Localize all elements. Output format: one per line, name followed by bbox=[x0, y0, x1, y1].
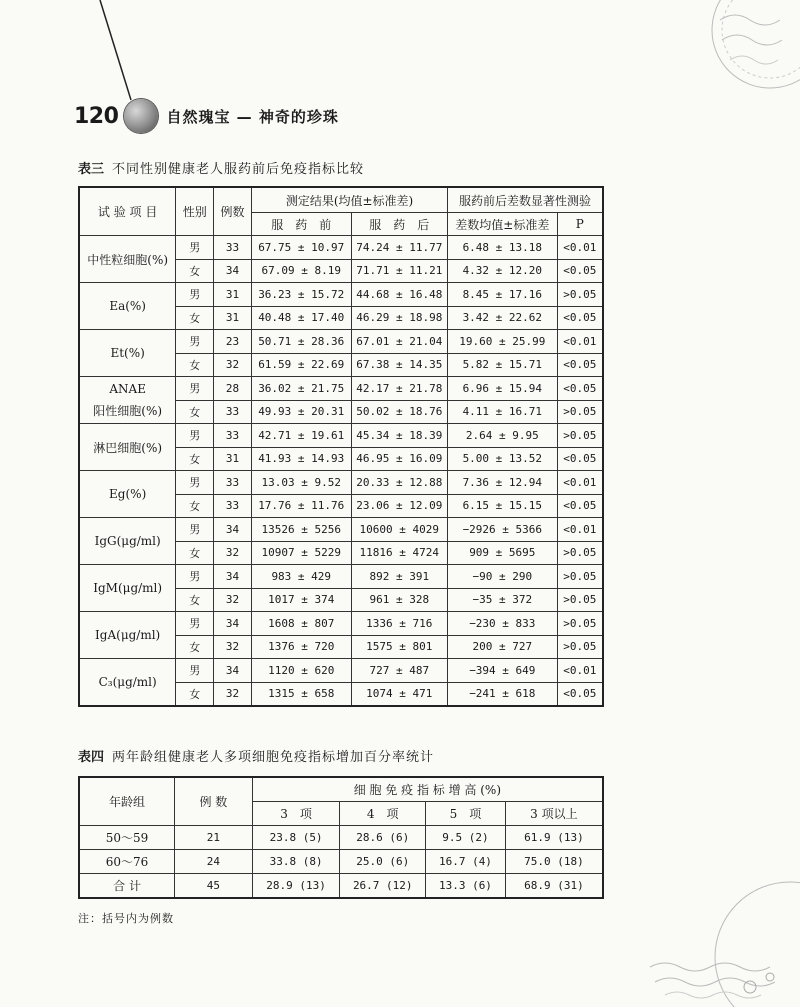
count-cell: 34 bbox=[214, 612, 252, 636]
after-cell: 11816 ± 4724 bbox=[351, 541, 448, 565]
page-number: 120 bbox=[74, 103, 119, 129]
three-plus-cell: 68.9 (31) bbox=[505, 874, 603, 899]
p-value-cell: <0.05 bbox=[557, 494, 603, 518]
test-item-label-line2: 阳性细胞(%) bbox=[93, 403, 163, 418]
sex-cell: 男 bbox=[176, 283, 214, 307]
before-cell: 1315 ± 658 bbox=[251, 682, 351, 706]
before-cell: 61.59 ± 22.69 bbox=[251, 353, 351, 377]
count-cell: 34 bbox=[214, 518, 252, 542]
sex-cell: 女 bbox=[176, 588, 214, 612]
header-count: 例数 bbox=[214, 187, 252, 236]
test-item-name bbox=[79, 330, 176, 377]
table-row bbox=[79, 236, 603, 260]
sex-cell: 男 bbox=[176, 565, 214, 589]
count-cell: 21 bbox=[175, 826, 253, 850]
before-cell: 41.93 ± 14.93 bbox=[251, 447, 351, 471]
header-5-items: 5 项 bbox=[426, 802, 506, 826]
header-mean-diff: 差数均值±标准差 bbox=[448, 213, 557, 236]
before-cell: 1017 ± 374 bbox=[251, 588, 351, 612]
test-item-label: Et(%) bbox=[110, 346, 145, 360]
before-cell: 67.09 ± 8.19 bbox=[251, 259, 351, 283]
before-cell: 49.93 ± 20.31 bbox=[251, 400, 351, 424]
five-items-cell: 9.5 (2) bbox=[426, 826, 506, 850]
before-cell: 36.23 ± 15.72 bbox=[251, 283, 351, 307]
sex-cell: 女 bbox=[176, 306, 214, 330]
table-row bbox=[79, 283, 603, 307]
after-cell: 1336 ± 716 bbox=[351, 612, 448, 636]
sex-cell: 男 bbox=[176, 518, 214, 542]
table-row bbox=[79, 850, 603, 874]
count-cell: 28 bbox=[214, 377, 252, 401]
sex-cell: 女 bbox=[176, 259, 214, 283]
count-cell: 31 bbox=[214, 306, 252, 330]
decorative-ornament-bottom bbox=[630, 837, 800, 1007]
test-item-name bbox=[79, 283, 176, 330]
sex-cell: 男 bbox=[176, 377, 214, 401]
before-cell: 13.03 ± 9.52 bbox=[251, 471, 351, 495]
after-cell: 44.68 ± 16.48 bbox=[351, 283, 448, 307]
count-cell: 31 bbox=[214, 283, 252, 307]
count-cell: 32 bbox=[214, 541, 252, 565]
sex-cell: 男 bbox=[176, 659, 214, 683]
five-items-cell: 16.7 (4) bbox=[426, 850, 506, 874]
test-item-label: IgM(μg/ml) bbox=[93, 581, 163, 595]
diff-cell: 200 ± 727 bbox=[448, 635, 557, 659]
after-cell: 71.71 ± 11.21 bbox=[351, 259, 448, 283]
sex-cell: 男 bbox=[176, 330, 214, 354]
table-row bbox=[79, 612, 603, 636]
after-cell: 23.06 ± 12.09 bbox=[351, 494, 448, 518]
p-value-cell: >0.05 bbox=[557, 541, 603, 565]
table3 bbox=[78, 186, 604, 707]
after-cell: 42.17 ± 21.78 bbox=[351, 377, 448, 401]
header-after: 服 药 后 bbox=[351, 213, 448, 236]
table3-title: 不同性别健康老人服药前后免疫指标比较 bbox=[112, 162, 365, 177]
diff-cell: 2.64 ± 9.95 bbox=[448, 424, 557, 448]
diff-cell: 5.82 ± 15.71 bbox=[448, 353, 557, 377]
count-cell: 32 bbox=[214, 635, 252, 659]
test-item-name bbox=[79, 659, 176, 707]
diff-cell: 6.48 ± 13.18 bbox=[448, 236, 557, 260]
before-cell: 1376 ± 720 bbox=[251, 635, 351, 659]
count-cell: 23 bbox=[214, 330, 252, 354]
after-cell: 10600 ± 4029 bbox=[351, 518, 448, 542]
diff-cell: 19.60 ± 25.99 bbox=[448, 330, 557, 354]
diff-cell: 8.45 ± 17.16 bbox=[448, 283, 557, 307]
count-cell: 32 bbox=[214, 682, 252, 706]
age-group-cell: 50～59 bbox=[79, 826, 175, 850]
before-cell: 67.75 ± 10.97 bbox=[251, 236, 351, 260]
sex-cell: 女 bbox=[176, 494, 214, 518]
count-cell: 32 bbox=[214, 353, 252, 377]
after-cell: 50.02 ± 18.76 bbox=[351, 400, 448, 424]
after-cell: 1575 ± 801 bbox=[351, 635, 448, 659]
header-case-count: 例 数 bbox=[175, 777, 253, 826]
age-group-cell: 60～76 bbox=[79, 850, 175, 874]
table-row bbox=[79, 565, 603, 589]
table-row bbox=[79, 826, 603, 850]
after-cell: 74.24 ± 11.77 bbox=[351, 236, 448, 260]
test-item-name bbox=[79, 565, 176, 612]
after-cell: 46.29 ± 18.98 bbox=[351, 306, 448, 330]
table4-title: 两年龄组健康老人多项细胞免疫指标增加百分率统计 bbox=[112, 750, 435, 765]
count-cell: 33 bbox=[214, 400, 252, 424]
after-cell: 20.33 ± 12.88 bbox=[351, 471, 448, 495]
p-value-cell: >0.05 bbox=[557, 283, 603, 307]
test-item-name bbox=[79, 518, 176, 565]
table-row bbox=[79, 330, 603, 354]
footnote: 注：括号内为例数 bbox=[78, 912, 174, 925]
after-cell: 1074 ± 471 bbox=[351, 682, 448, 706]
table-row bbox=[79, 424, 603, 448]
before-cell: 13526 ± 5256 bbox=[251, 518, 351, 542]
header-sex: 性别 bbox=[176, 187, 214, 236]
header-4-items: 4 项 bbox=[340, 802, 426, 826]
test-item-label: Ea(%) bbox=[109, 299, 146, 313]
three-items-cell: 33.8 (8) bbox=[252, 850, 340, 874]
four-items-cell: 28.6 (6) bbox=[340, 826, 426, 850]
test-item-name bbox=[79, 424, 176, 471]
p-value-cell: <0.01 bbox=[557, 236, 603, 260]
count-cell: 33 bbox=[214, 236, 252, 260]
p-value-cell: >0.05 bbox=[557, 588, 603, 612]
book-title: 自然瑰宝 — 神奇的珍珠 bbox=[166, 107, 339, 126]
after-cell: 67.01 ± 21.04 bbox=[351, 330, 448, 354]
p-value-cell: <0.01 bbox=[557, 518, 603, 542]
count-cell: 24 bbox=[175, 850, 253, 874]
before-cell: 10907 ± 5229 bbox=[251, 541, 351, 565]
sex-cell: 女 bbox=[176, 682, 214, 706]
diff-cell: −230 ± 833 bbox=[448, 612, 557, 636]
before-cell: 40.48 ± 17.40 bbox=[251, 306, 351, 330]
table4 bbox=[78, 776, 604, 899]
sex-cell: 女 bbox=[176, 353, 214, 377]
three-items-cell: 23.8 (5) bbox=[252, 826, 340, 850]
header-increase: 细 胞 免 疫 指 标 增 高 (%) bbox=[252, 777, 603, 802]
three-plus-cell: 75.0 (18) bbox=[505, 850, 603, 874]
header-before: 服 药 前 bbox=[251, 213, 351, 236]
test-item-name bbox=[79, 471, 176, 518]
header-item: 试 验 项 目 bbox=[79, 187, 176, 236]
before-cell: 50.71 ± 28.36 bbox=[251, 330, 351, 354]
before-cell: 983 ± 429 bbox=[251, 565, 351, 589]
p-value-cell: >0.05 bbox=[557, 612, 603, 636]
after-cell: 727 ± 487 bbox=[351, 659, 448, 683]
table4-tag: 表四 bbox=[78, 750, 105, 765]
p-value-cell: <0.05 bbox=[557, 447, 603, 471]
three-items-cell: 28.9 (13) bbox=[252, 874, 340, 899]
diff-cell: 5.00 ± 13.52 bbox=[448, 447, 557, 471]
header-p: P bbox=[557, 213, 603, 236]
count-cell: 32 bbox=[214, 588, 252, 612]
sex-cell: 男 bbox=[176, 471, 214, 495]
p-value-cell: <0.05 bbox=[557, 259, 603, 283]
three-plus-cell: 61.9 (13) bbox=[505, 826, 603, 850]
header-age-group: 年龄组 bbox=[79, 777, 175, 826]
sex-cell: 女 bbox=[176, 400, 214, 424]
count-cell: 34 bbox=[214, 259, 252, 283]
diff-cell: −90 ± 290 bbox=[448, 565, 557, 589]
header-3plus-items: 3 项以上 bbox=[505, 802, 603, 826]
age-group-cell: 合 计 bbox=[79, 874, 175, 899]
p-value-cell: <0.01 bbox=[557, 471, 603, 495]
table3-tag: 表三 bbox=[78, 162, 105, 177]
before-cell: 42.71 ± 19.61 bbox=[251, 424, 351, 448]
after-cell: 67.38 ± 14.35 bbox=[351, 353, 448, 377]
table4-caption bbox=[78, 746, 434, 765]
test-item-label: 淋巴细胞(%) bbox=[93, 440, 163, 455]
count-cell: 34 bbox=[214, 565, 252, 589]
diff-cell: 6.15 ± 15.15 bbox=[448, 494, 557, 518]
header-result: 测定结果(均值±标准差) bbox=[251, 187, 447, 213]
p-value-cell: <0.05 bbox=[557, 682, 603, 706]
test-item-label: C₃(μg/ml) bbox=[98, 675, 157, 689]
table-row bbox=[79, 518, 603, 542]
sex-cell: 女 bbox=[176, 447, 214, 471]
diff-cell: −394 ± 649 bbox=[448, 659, 557, 683]
four-items-cell: 25.0 (6) bbox=[340, 850, 426, 874]
count-cell: 45 bbox=[175, 874, 253, 899]
before-cell: 17.76 ± 11.76 bbox=[251, 494, 351, 518]
table3-caption bbox=[78, 158, 364, 177]
after-cell: 892 ± 391 bbox=[351, 565, 448, 589]
decorative-ornament-top bbox=[660, 0, 800, 110]
p-value-cell: >0.05 bbox=[557, 635, 603, 659]
header-3-items: 3 项 bbox=[252, 802, 340, 826]
sex-cell: 男 bbox=[176, 424, 214, 448]
count-cell: 31 bbox=[214, 447, 252, 471]
sex-cell: 女 bbox=[176, 541, 214, 565]
before-cell: 36.02 ± 21.75 bbox=[251, 377, 351, 401]
diff-cell: 4.32 ± 12.20 bbox=[448, 259, 557, 283]
sex-cell: 男 bbox=[176, 236, 214, 260]
p-value-cell: <0.05 bbox=[557, 306, 603, 330]
five-items-cell: 13.3 (6) bbox=[426, 874, 506, 899]
count-cell: 33 bbox=[214, 494, 252, 518]
test-item-name bbox=[79, 612, 176, 659]
test-item-name bbox=[79, 236, 176, 283]
table-row bbox=[79, 659, 603, 683]
p-value-cell: >0.05 bbox=[557, 400, 603, 424]
p-value-cell: <0.01 bbox=[557, 659, 603, 683]
diff-cell: 909 ± 5695 bbox=[448, 541, 557, 565]
table-row bbox=[79, 874, 603, 899]
test-item-label: IgA(μg/ml) bbox=[95, 628, 161, 642]
test-item-label: ANAE bbox=[109, 381, 146, 396]
diff-cell: −2926 ± 5366 bbox=[448, 518, 557, 542]
count-cell: 34 bbox=[214, 659, 252, 683]
header-diff-test: 服药前后差数显著性测验 bbox=[448, 187, 603, 213]
p-value-cell: <0.01 bbox=[557, 330, 603, 354]
table-row bbox=[79, 377, 603, 401]
sex-cell: 女 bbox=[176, 635, 214, 659]
diff-cell: −241 ± 618 bbox=[448, 682, 557, 706]
table-row bbox=[79, 471, 603, 495]
before-cell: 1608 ± 807 bbox=[251, 612, 351, 636]
test-item-name bbox=[79, 377, 176, 424]
diff-cell: 3.42 ± 22.62 bbox=[448, 306, 557, 330]
after-cell: 45.34 ± 18.39 bbox=[351, 424, 448, 448]
p-value-cell: <0.05 bbox=[557, 353, 603, 377]
count-cell: 33 bbox=[214, 424, 252, 448]
test-item-label: 中性粒细胞(%) bbox=[87, 252, 169, 267]
diff-cell: 7.36 ± 12.94 bbox=[448, 471, 557, 495]
page-header bbox=[74, 100, 339, 132]
p-value-cell: >0.05 bbox=[557, 565, 603, 589]
count-cell: 33 bbox=[214, 471, 252, 495]
test-item-label: Eg(%) bbox=[109, 487, 147, 501]
diff-cell: 6.96 ± 15.94 bbox=[448, 377, 557, 401]
test-item-label: IgG(μg/ml) bbox=[94, 534, 161, 548]
after-cell: 46.95 ± 16.09 bbox=[351, 447, 448, 471]
four-items-cell: 26.7 (12) bbox=[340, 874, 426, 899]
diff-cell: −35 ± 372 bbox=[448, 588, 557, 612]
after-cell: 961 ± 328 bbox=[351, 588, 448, 612]
sex-cell: 男 bbox=[176, 612, 214, 636]
before-cell: 1120 ± 620 bbox=[251, 659, 351, 683]
pearl-orb-icon bbox=[124, 99, 158, 133]
diff-cell: 4.11 ± 16.71 bbox=[448, 400, 557, 424]
p-value-cell: >0.05 bbox=[557, 424, 603, 448]
p-value-cell: <0.05 bbox=[557, 377, 603, 401]
